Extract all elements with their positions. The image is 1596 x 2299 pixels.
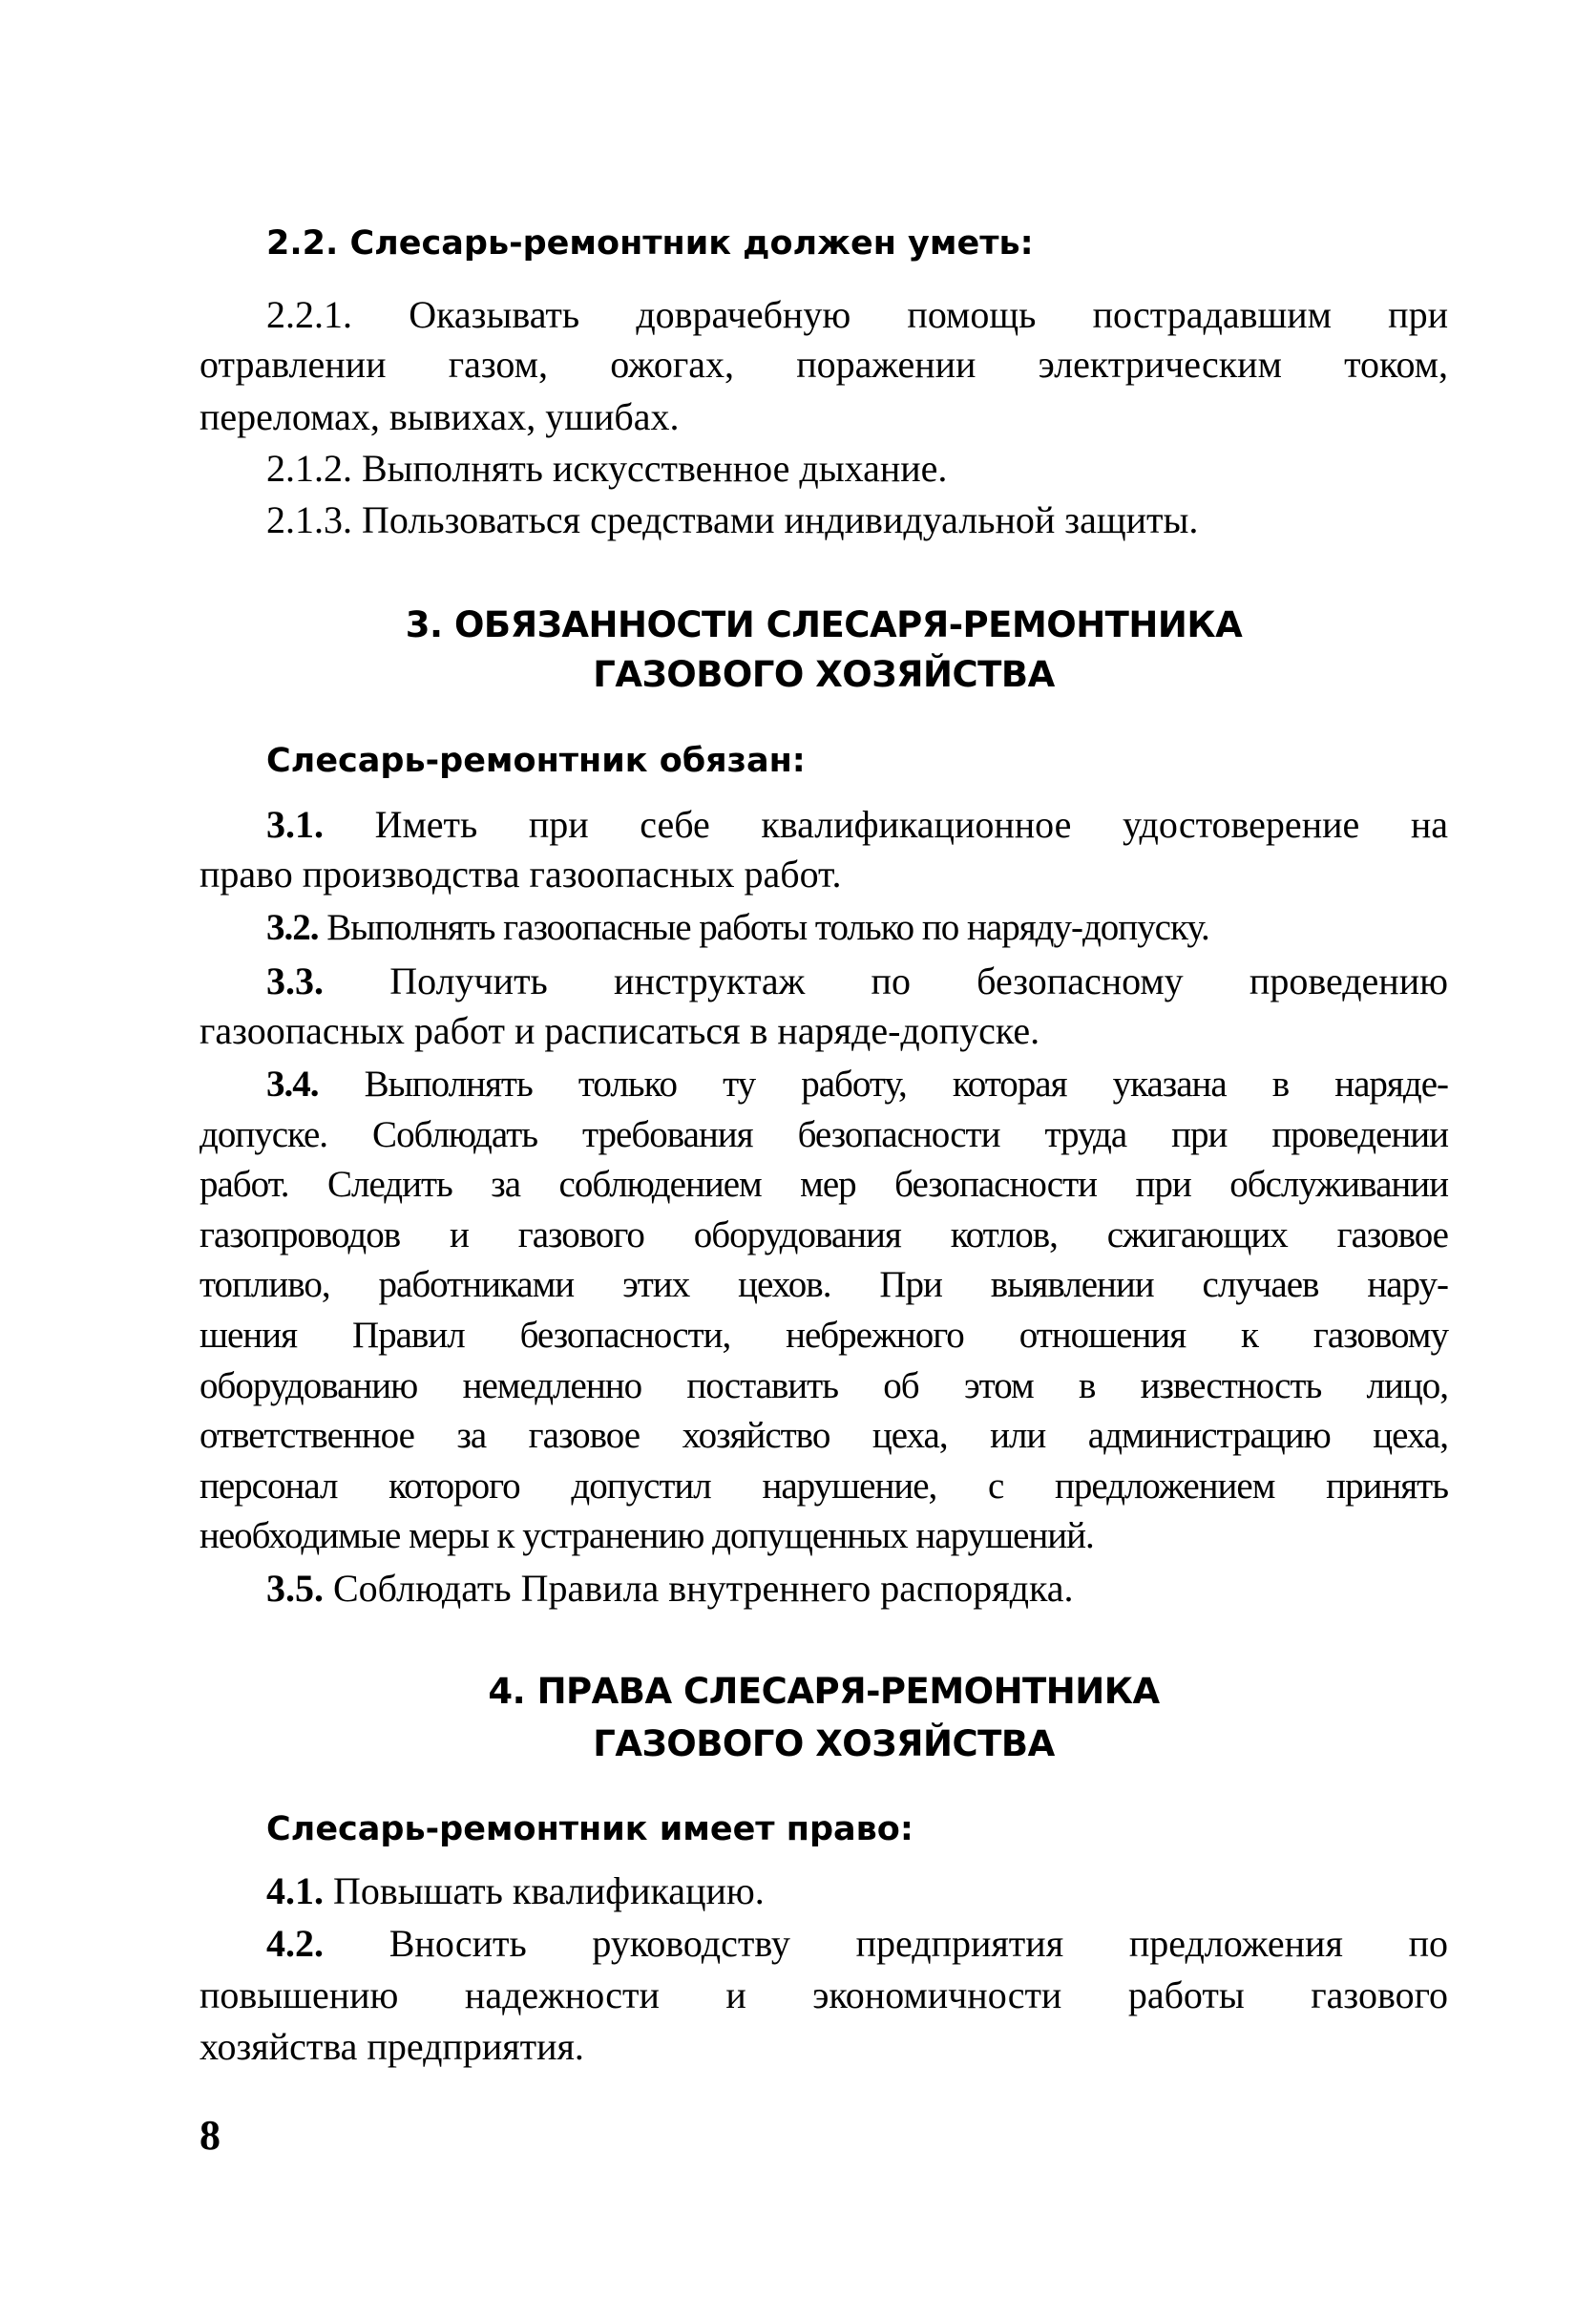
- clause-number: 4.2.: [266, 1922, 324, 1965]
- line-text: Пользоваться средствами индивидуальной защиты.: [362, 498, 1199, 541]
- section-heading: 4. ПРАВА СЛЕСАРЯ-РЕМОНТНИКА: [488, 1671, 1160, 1712]
- clause-number: 4.1.: [266, 1869, 324, 1912]
- clause-number: 3.3.: [266, 960, 324, 1002]
- line-text: газопроводов и газового оборудования котлов, сжигающих газовое: [200, 1214, 1448, 1255]
- line-text: Вносить руководству предприятия предложения по: [388, 1922, 1448, 1965]
- line-text: газоопасных работ и расписаться в наряде-допуске.: [200, 1009, 1040, 1052]
- paragraph-line: [200, 2022, 1448, 2072]
- section-heading: ГАЗОВОГО ХОЗЯЙСТВА: [593, 1723, 1055, 1764]
- line-text: отравлении газом, ожогах, поражении электрическим током,: [200, 343, 1448, 386]
- paragraph-line: [200, 1462, 1448, 1511]
- paragraph-line: [200, 1361, 1448, 1411]
- line-text: персонал которого допустил нарушение, с предложением принять: [200, 1466, 1448, 1507]
- line-text: Получить инструктаж по безопасному проведению: [389, 960, 1448, 1002]
- clause-number: 2.1.2.: [266, 447, 352, 490]
- paragraph-line: [200, 1867, 1448, 1916]
- clause-number: 3.2.: [266, 907, 319, 948]
- paragraph-line: [200, 903, 1448, 953]
- line-text: Иметь при себе квалификационное удостоверение на: [374, 803, 1448, 846]
- section-subheading: 2.2. Слесарь-ремонтник должен уметь:: [266, 224, 1034, 263]
- paragraph-line: [200, 1060, 1448, 1109]
- paragraph-line: [200, 957, 1448, 1006]
- paragraph-line: [200, 496, 1448, 545]
- paragraph-line: [200, 1110, 1448, 1160]
- line-text: Оказывать доврачебную помощь пострадавшим при: [409, 293, 1448, 336]
- line-text: хозяйства предприятия.: [200, 2025, 584, 2068]
- page-number: 8: [200, 2112, 220, 2159]
- paragraph-line: [200, 1311, 1448, 1360]
- paragraph-line: [200, 1971, 1448, 2020]
- clause-number: 2.1.3.: [266, 498, 352, 541]
- paragraph-line: [200, 800, 1448, 850]
- line-text: Повышать квалификацию.: [333, 1869, 765, 1912]
- clause-number: 3.1.: [266, 803, 324, 846]
- line-text: повышению надежности и экономичности работы газового: [200, 1973, 1448, 2016]
- clause-number: 3.4.: [266, 1064, 319, 1105]
- section-subheading: Слесарь-ремонтник имеет право:: [266, 1810, 914, 1848]
- paragraph-line: [200, 392, 1448, 442]
- paragraph-line: [200, 850, 1448, 899]
- section-heading: 3. ОБЯЗАННОСТИ СЛЕСАРЯ-РЕМОНТНИКА: [405, 604, 1243, 645]
- clause-number: 2.2.1.: [266, 293, 352, 336]
- paragraph-line: [200, 290, 1448, 340]
- section-subheading: Слесарь-ремонтник обязан:: [266, 742, 806, 780]
- paragraph-line: [200, 1564, 1448, 1614]
- line-text: необходимые меры к устранению допущенных нарушений.: [200, 1515, 1094, 1556]
- paragraph-line: [200, 1511, 1448, 1561]
- paragraph-line: [200, 1160, 1448, 1210]
- line-text: шения Правил безопасности, небрежного отношения к газовому: [200, 1315, 1448, 1356]
- line-text: право производства газоопасных работ.: [200, 853, 842, 896]
- line-text: ответственное за газовое хозяйство цеха, или администрацию цеха,: [200, 1415, 1448, 1456]
- paragraph-line: [200, 1260, 1448, 1310]
- line-text: переломах, вывихах, ушибах.: [200, 395, 680, 438]
- line-text: Соблюдать Правила внутреннего распорядка.: [333, 1567, 1074, 1610]
- paragraph-line: [200, 1211, 1448, 1260]
- line-text: Выполнять только ту работу, которая указана в наряде-: [364, 1064, 1449, 1105]
- line-text: работ. Следить за соблюдением мер безопасности при обслуживании: [200, 1164, 1448, 1205]
- line-text: Выполнять газоопасные работы только по наряду-допуску.: [326, 907, 1209, 948]
- paragraph-line: [200, 340, 1448, 390]
- section-heading: ГАЗОВОГО ХОЗЯЙСТВА: [593, 654, 1055, 695]
- paragraph-line: [200, 444, 1448, 494]
- line-text: Выполнять искусственное дыхание.: [362, 447, 948, 490]
- line-text: оборудованию немедленно поставить об этом в известность лицо,: [200, 1365, 1448, 1406]
- clause-number: 3.5.: [266, 1567, 324, 1610]
- paragraph-line: [200, 1919, 1448, 1969]
- paragraph-line: [200, 1411, 1448, 1461]
- line-text: топливо, работниками этих цехов. При выявлении случаев нару-: [200, 1264, 1448, 1305]
- line-text: допуске. Соблюдать требования безопасности труда при проведении: [200, 1114, 1448, 1155]
- paragraph-line: [200, 1006, 1448, 1056]
